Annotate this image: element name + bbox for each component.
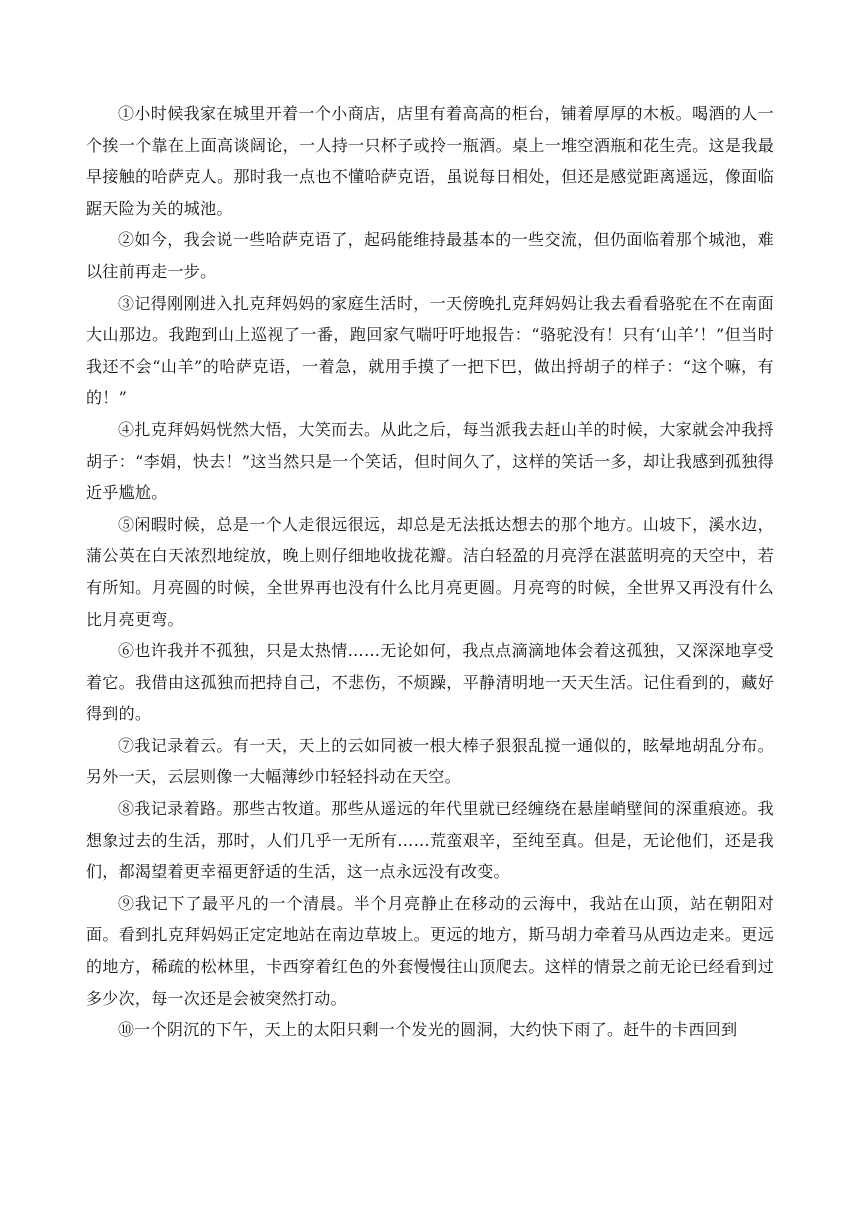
- document-page: [86, 98, 774, 1046]
- paragraph-8: ⑧我记录着路。那些古牧道。那些从遥远的年代里就已经缠绕在悬崖峭壁间的深重痕迹。我想象过去的生活，那时，人们几乎一无所有……荒蛮艰辛，至纯至真。但是，无论他们，还是我们，都渴望着更幸福更舒适的生活，这一点永远没有改变。: [86, 799, 774, 882]
- paragraph-1: ①小时候我家在城里开着一个小商店，店里有着高高的柜台，铺着厚厚的木板。喝酒的人一个挨一个靠在上面高谈阔论，一人持一只杯子或拎一瓶酒。桌上一堆空酒瓶和花生壳。这是我最早接触的哈萨克人。那时我一点也不懂哈萨克语，虽说每日相处，但还是感觉距离遥远，像面临踞天险为关的城池。: [86, 104, 774, 218]
- paragraph-7: ⑦我记录着云。有一天，天上的云如同被一根大棒子狠狠乱搅一通似的，眩晕地胡乱分布。另外一天，云层则像一大幅薄纱巾轻轻抖动在天空。: [86, 735, 774, 787]
- paragraph-6: ⑥也许我并不孤独，只是太热情……无论如何，我点点滴滴地体会着这孤独，又深深地享受着它。我借由这孤独而把持自己，不悲伤，不烦躁，平静清明地一天天生活。记住看到的，藏好得到的。: [86, 641, 774, 724]
- paragraph-3: ③记得刚刚进入扎克拜妈妈的家庭生活时，一天傍晚扎克拜妈妈让我去看看骆驼在不在南面大山那边。我跑到山上巡视了一番，跑回家气喘吁吁地报告：“骆驼没有！只有‘山羊’！”但当时我还不会“山羊”的哈萨克语，一着急，就用手摸了一把下巴，做出捋胡子的样子：“这个嘛，有的！”: [86, 293, 774, 408]
- paragraph-2: ②如今，我会说一些哈萨克语了，起码能维持最基本的一些交流，但仍面临着那个城池，难以往前再走一步。: [86, 230, 774, 281]
- paragraph-4: ④扎克拜妈妈恍然大悟，大笑而去。从此之后，每当派我去赶山羊的时候，大家就会冲我捋胡子：“李娟，快去！”这当然只是一个笑话，但时间久了，这样的笑话一多，却让我感到孤独得近乎尴尬。: [86, 419, 774, 503]
- paragraph-9: ⑨我记下了最平凡的一个清晨。半个月亮静止在移动的云海中，我站在山顶，站在朝阳对面。看到扎克拜妈妈正定定地站在南边草坡上。更远的地方，斯马胡力牵着马从西边走来。更远的地方，稀疏的松林里，卡西穿着红色的外套慢慢往山顶爬去。这样的情景之前无论已经看到过多少次，每一次还是会被突然打动。: [86, 893, 774, 1008]
- paragraph-10: ⑩一个阴沉的下午，天上的太阳只剩一个发光的圆洞，大约快下雨了。赶牛的卡西回到: [118, 1020, 738, 1040]
- paragraph-5: ⑤闲暇时候，总是一个人走很远很远，却总是无法抵达想去的那个地方。山坡下，溪水边，蒲公英在白天浓烈地绽放，晚上则仔细地收拢花瓣。洁白轻盈的月亮浮在湛蓝明亮的天空中，若有所知。月亮圆的时候，全世界再也没有什么比月亮更圆。月亮弯的时候，全世界又再没有什么比月亮更弯。: [86, 514, 774, 629]
